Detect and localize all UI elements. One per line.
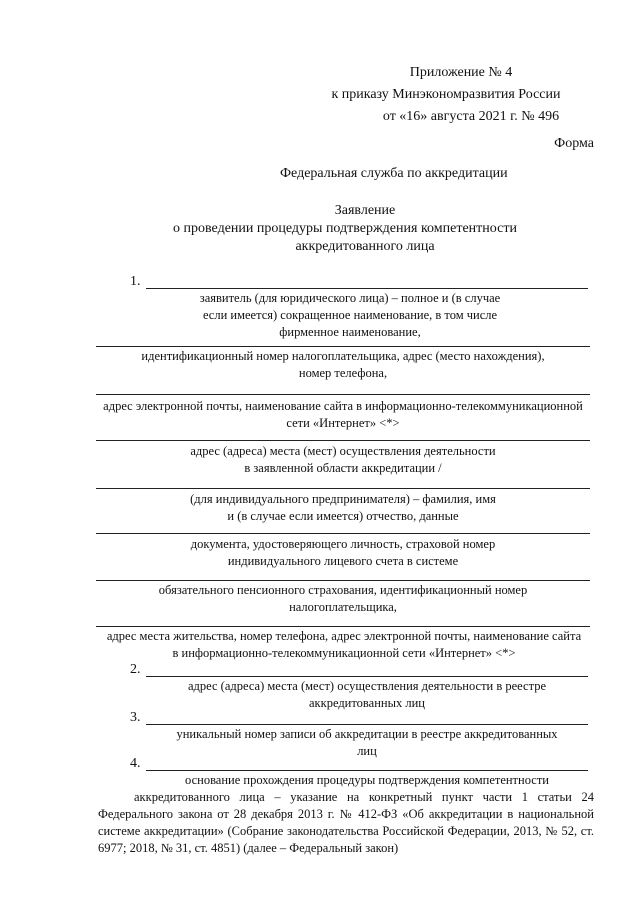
field-line[interactable] bbox=[96, 394, 590, 395]
caption-text: если имеется) сокращенное наименование, в том числе bbox=[202, 308, 498, 322]
item-1-caption-3 bbox=[90, 398, 596, 432]
caption-text: сети «Интернет» <*> bbox=[286, 416, 400, 430]
item-4-text: аккредитованного лица – указание на конкретный пункт части 1 статьи 24 Федерального закона от 28 декабря 2013 г. № 412-ФЗ «Об аккредитации в национальной системе аккредитации» (Собрание законодательства Российской Федерации, 2013, № 52, ст. 6977; 2018, № 31, ст. 4851) (далее – Федеральный закон) bbox=[98, 790, 594, 855]
title-line-2: о проведении процедуры подтверждения компетентности bbox=[173, 221, 517, 236]
item-3-number: 3. bbox=[130, 710, 141, 725]
item-4-number: 4. bbox=[130, 756, 141, 771]
service-name: Федеральная служба по аккредитации bbox=[280, 166, 508, 181]
caption-text: адрес места жительства, номер телефона, адрес электронной почты, наименование сайта bbox=[106, 629, 582, 643]
caption-text: лиц bbox=[357, 744, 377, 758]
caption-text: заявитель (для юридического лица) – полное и (в случае bbox=[199, 291, 501, 305]
form-label: Форма bbox=[554, 136, 594, 151]
field-line[interactable] bbox=[96, 488, 590, 489]
title-line-3: аккредитованного лица bbox=[295, 239, 435, 254]
caption-text: адрес (адреса) места (мест) осуществления деятельности в реестре bbox=[187, 679, 547, 693]
item-1-caption-6 bbox=[96, 536, 590, 570]
item-1-caption-5 bbox=[96, 491, 590, 525]
document-title bbox=[130, 202, 560, 256]
header-block bbox=[300, 62, 592, 128]
caption-text: аккредитованных лиц bbox=[309, 696, 425, 710]
item-1-field-line[interactable] bbox=[146, 288, 588, 289]
field-line[interactable] bbox=[96, 440, 590, 441]
appendix-label: Приложение № 4 bbox=[409, 65, 513, 80]
item-1-number: 1. bbox=[130, 274, 141, 289]
caption-text: индивидуального лицевого счета в системе bbox=[227, 554, 459, 568]
caption-text: в информационно-телекоммуникационной сети «Интернет» <*> bbox=[172, 646, 516, 660]
item-3-field-line[interactable] bbox=[146, 724, 588, 725]
caption-text: адрес (адреса) места (мест) осуществления деятельности bbox=[190, 444, 496, 458]
item-3-caption bbox=[146, 726, 588, 760]
caption-text: номер телефона, bbox=[298, 366, 388, 380]
caption-text: обязательного пенсионного страхования, идентификационный номер bbox=[158, 583, 528, 597]
field-line[interactable] bbox=[96, 346, 590, 347]
order-reference: к приказу Минэкономразвития России bbox=[331, 87, 561, 102]
caption-text: документа, удостоверяющего личность, страховой номер bbox=[190, 537, 496, 551]
caption-text: адрес электронной почты, наименование сайта в информационно-телекоммуникационной bbox=[103, 399, 583, 413]
caption-text: в заявленной области аккредитации / bbox=[244, 461, 442, 475]
item-4-caption: основание прохождения процедуры подтверждения компетентности bbox=[185, 773, 549, 787]
caption-text: уникальный номер записи об аккредитации в реестре аккредитованных bbox=[176, 727, 558, 741]
item-1-caption-1 bbox=[150, 290, 550, 341]
item-2-caption bbox=[146, 678, 588, 712]
item-4-field-line[interactable] bbox=[146, 770, 588, 771]
item-1-caption-2 bbox=[96, 348, 590, 382]
field-line[interactable] bbox=[96, 580, 590, 581]
item-1-caption-8 bbox=[92, 628, 596, 662]
order-date: от «16» августа 2021 г. № 496 bbox=[382, 109, 560, 124]
item-1-caption-4 bbox=[96, 443, 590, 477]
title-line-1: Заявление bbox=[334, 203, 396, 218]
item-2-field-line[interactable] bbox=[146, 676, 588, 677]
caption-text: и (в случае если имеется) отчество, данные bbox=[227, 509, 459, 523]
item-1-caption-7 bbox=[96, 582, 590, 616]
caption-text: налогоплательщика, bbox=[289, 600, 397, 614]
field-line[interactable] bbox=[96, 533, 590, 534]
field-line[interactable] bbox=[96, 626, 590, 627]
caption-text: (для индивидуального предпринимателя) – фамилия, имя bbox=[190, 492, 496, 506]
caption-text: идентификационный номер налогоплательщика, адрес (место нахождения), bbox=[141, 349, 545, 363]
caption-text: фирменное наименование, bbox=[279, 325, 421, 339]
item-2-number: 2. bbox=[130, 662, 141, 677]
